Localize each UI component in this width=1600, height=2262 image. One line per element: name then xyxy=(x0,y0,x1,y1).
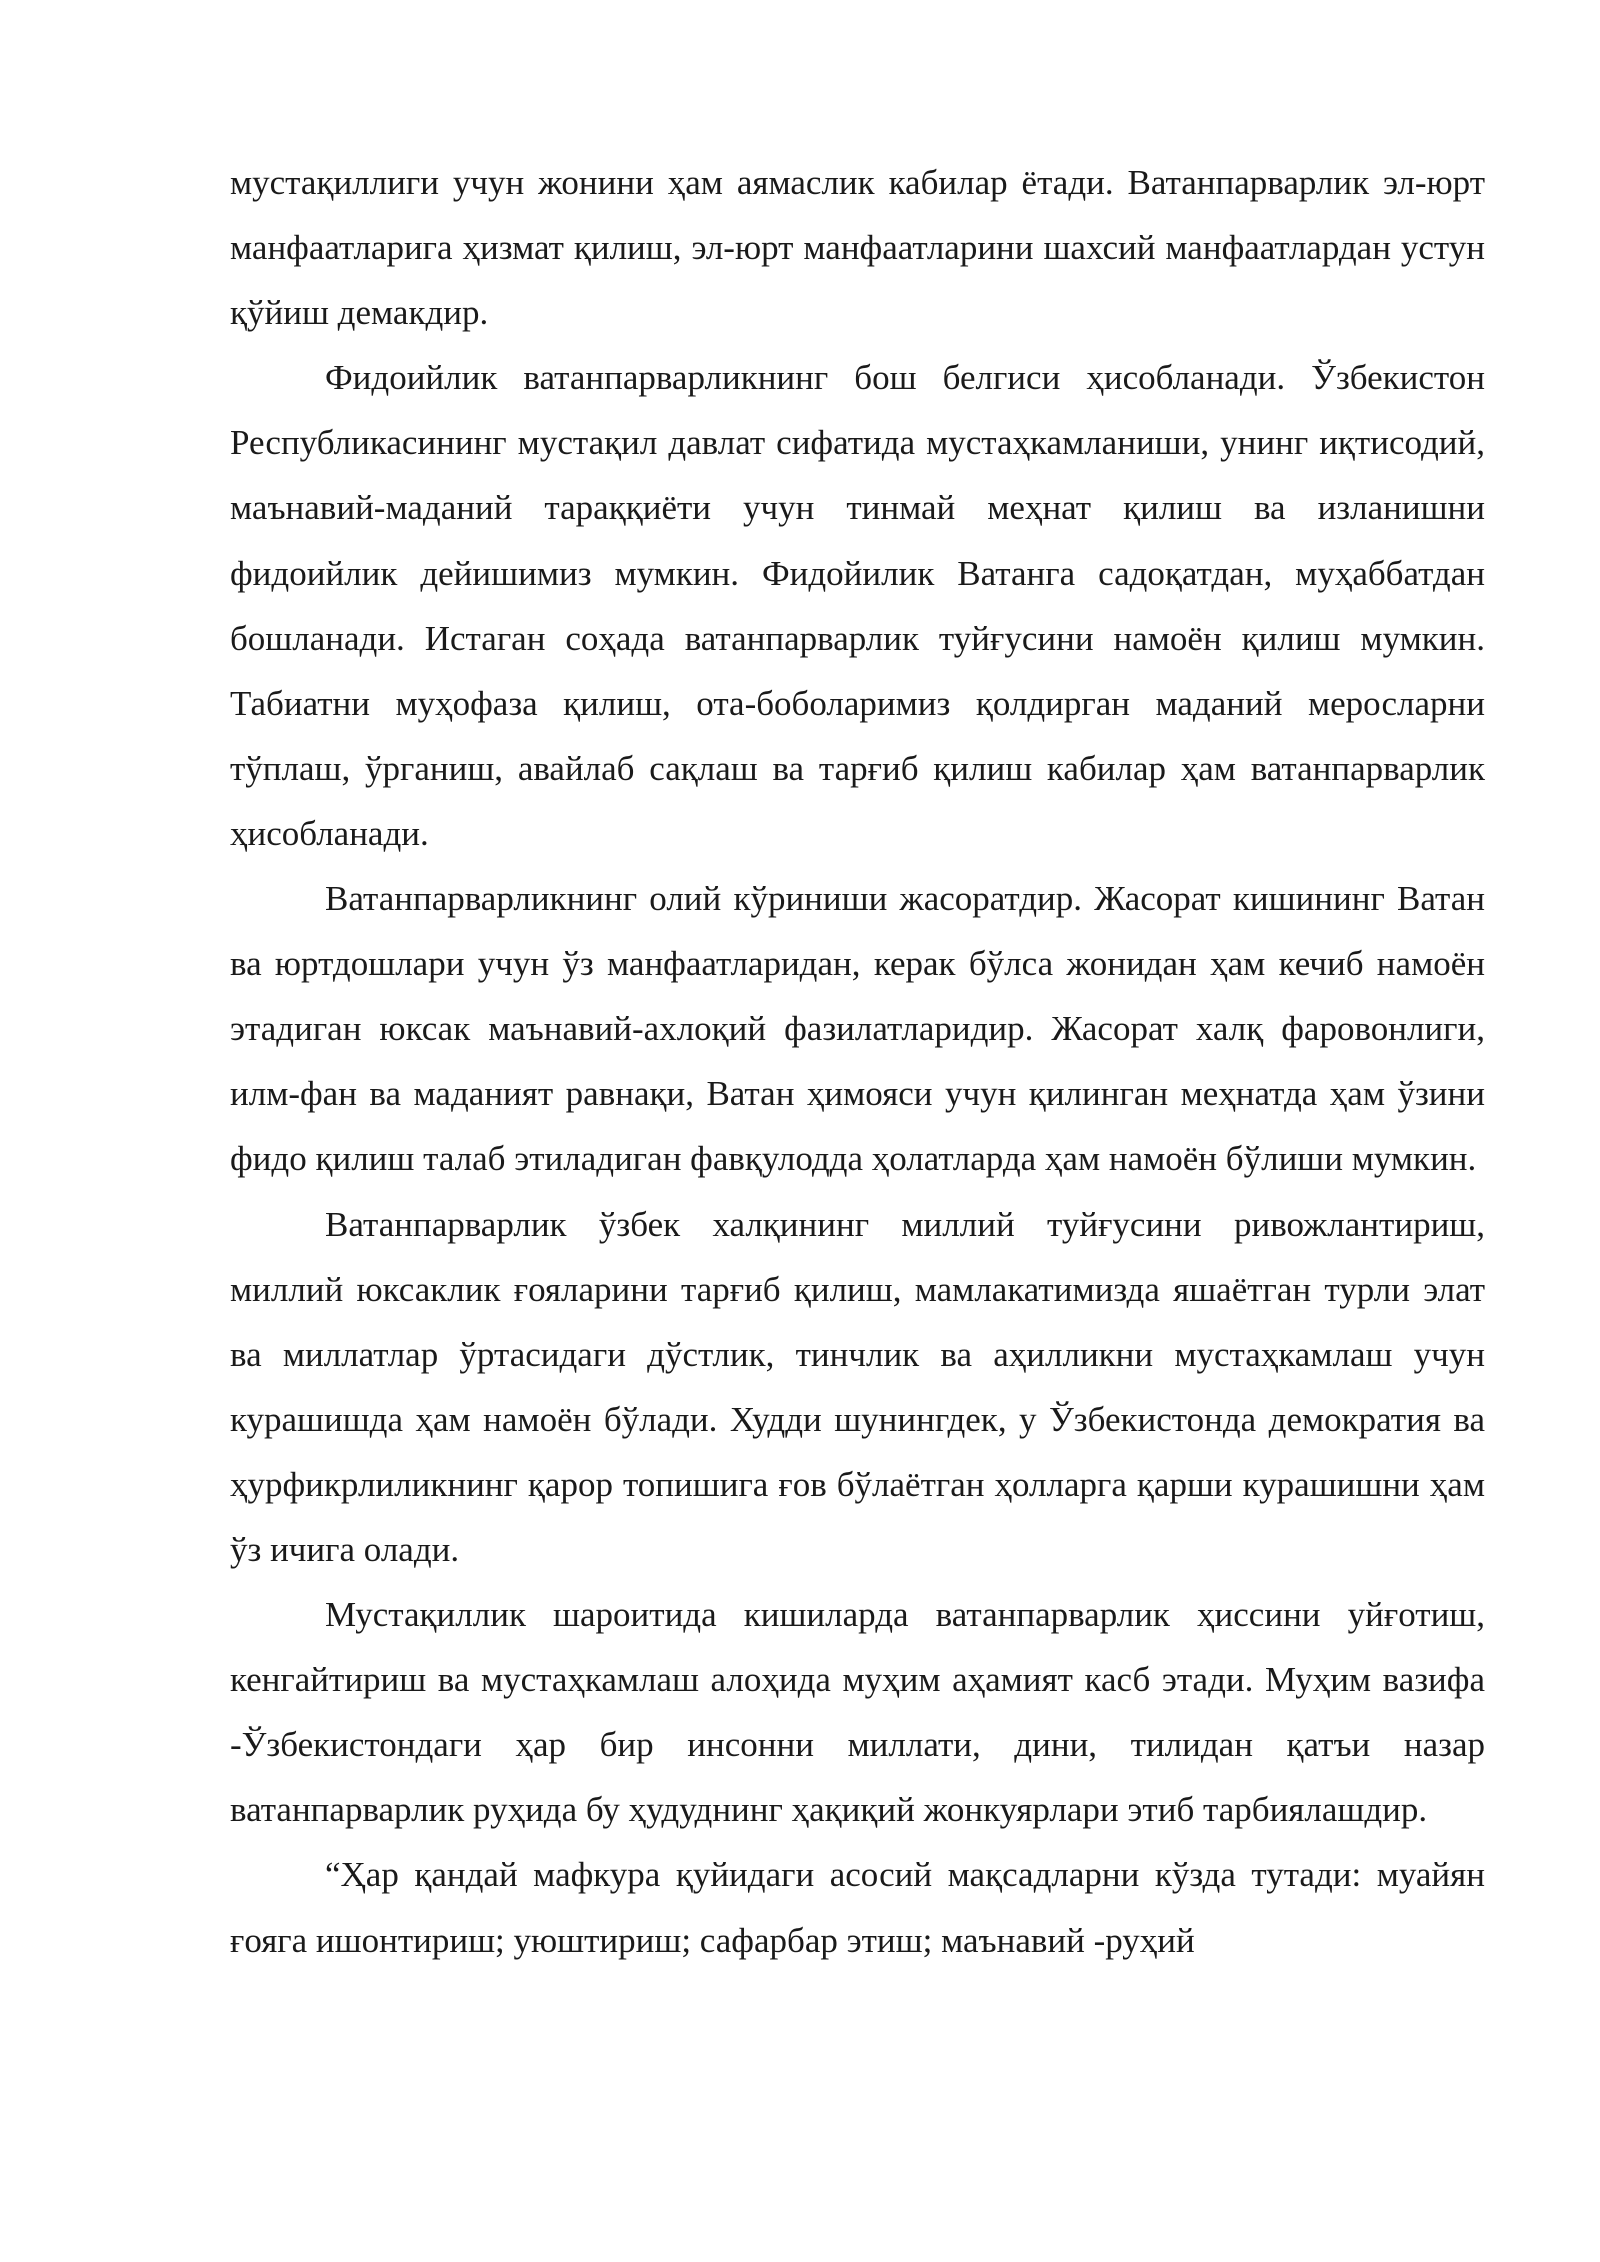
paragraph-continuation: мустақиллиги учун жонини ҳам аямаслик кабилар ётади. Ватанпарварлик эл-юрт манфаатларига ҳизмат қилиш, эл-юрт манфаатларини шахсий манфаатлардан устун қўйиш демакдир. xyxy=(230,163,1485,333)
paragraph-jasorat: Ватанпарварликнинг олий кўриниши жасоратдир. Жасорат кишининг Ватан ва юртдошлари учун ўз манфаатларидан, керак бўлса жонидан ҳам кечиб намоён этадиган юксак маънавий-ахлоқий фазилатларидир. Жасорат халқ фаровонлиги, илм-фан ва маданият равнақи, Ватан ҳимояси учун қилинган меҳнатда ҳам ўзини фидо қилиш талаб этиладиган фавқулодда ҳолатларда ҳам намоён бўлиши мумкин. xyxy=(230,879,1485,1179)
paragraph-fidoiylik: Фидоийлик ватанпарварликнинг бош белгиси ҳисобланади. Ўзбекистон Республикасининг мустақил давлат сифатида мустаҳкамланиши, унинг иқтисодий, маънавий-маданий тараққиёти учун тинмай меҳнат қилиш ва изланишни фидоийлик дейишимиз мумкин. Фидойилик Ватанга садоқатдан, муҳаббатдан бошланади. Истаган соҳада ватанпарварлик туйғусини намоён қилиш мумкин. Табиатни муҳофаза қилиш, ота-боболаримиз қолдирган маданий меросларни тўплаш, ўрганиш, авайлаб сақлаш ва тарғиб қилиш кабилар ҳам ватанпарварлик ҳисобланади. xyxy=(230,358,1485,853)
paragraph-milliy-tuygu: Ватанпарварлик ўзбек халқининг миллий туйғусини ривожлантириш, миллий юксаклик ғояларини тарғиб қилиш, мамлакатимизда яшаётган турли элат ва миллатлар ўртасидаги дўстлик, тинчлик ва аҳилликни мустаҳкамлаш учун курашишда ҳам намоён бўлади. Худди шунингдек, у Ўзбекистонда демократия ва ҳурфикрлиликнинг қарор топишига ғов бўлаётган ҳолларга қарши курашишни ҳам ўз ичига олади. xyxy=(230,1204,1485,1569)
document-page xyxy=(230,150,1485,1973)
paragraph-mustaqillik: Мустақиллик шароитида кишиларда ватанпарварлик ҳиссини уйғотиш, кенгайтириш ва мустаҳкамлаш алоҳида муҳим аҳамият касб этади. Муҳим вазифа -Ўзбекистондаги ҳар бир инсонни миллати, дини, тилидан қатъи назар ватанпарварлик руҳида бу ҳудуднинг ҳақиқий жонкуярлари этиб тарбиялашдир. xyxy=(230,1595,1485,1830)
paragraph-mafkura-quote: “Ҳар қандай мафкура қуйидаги асосий мақсадларни кўзда тутади: муайян ғояга ишонтириш; уюштириш; сафарбар этиш; маънавий -руҳий xyxy=(230,1855,1485,1960)
